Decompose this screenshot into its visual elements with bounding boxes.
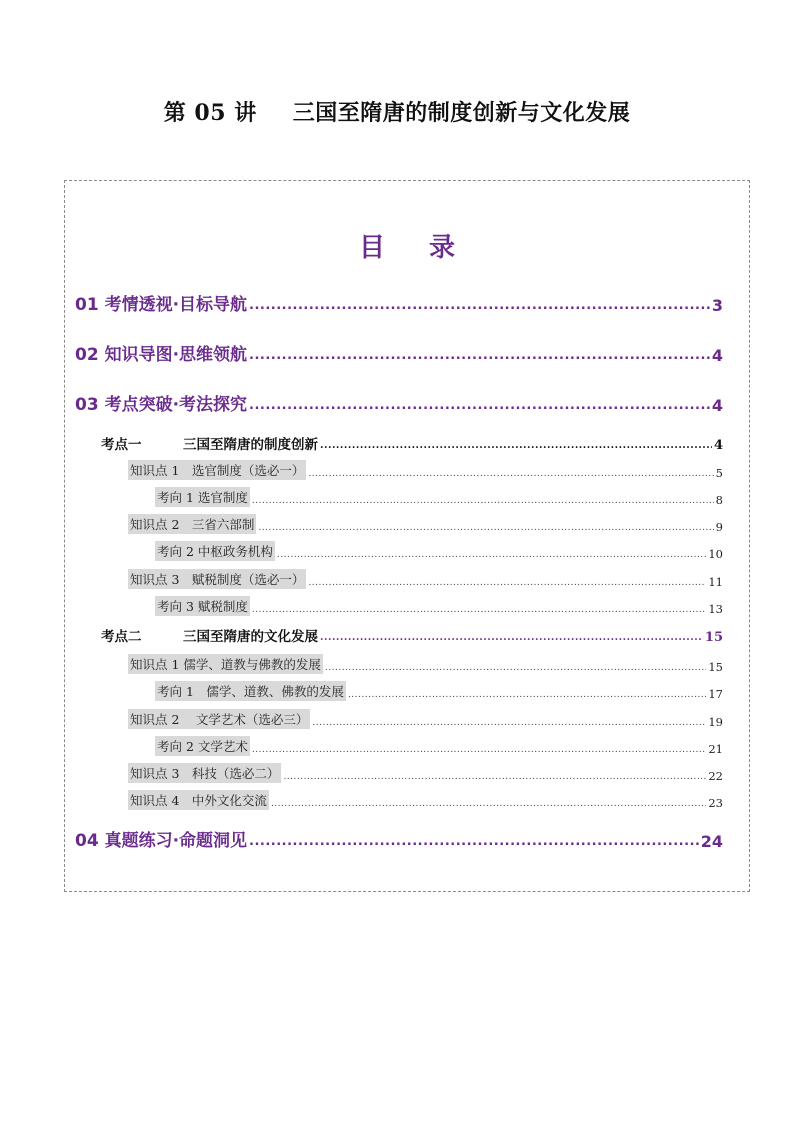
toc-entry-kaoxiang[interactable] xyxy=(155,543,723,561)
toc-section-label: 02 知识导图·思维领航 xyxy=(75,345,248,365)
toc-entry-zhishidian[interactable] xyxy=(128,711,723,729)
page-number: 4 xyxy=(713,438,723,453)
kaodian-tag: 考点二 xyxy=(101,629,142,645)
dot-leader xyxy=(249,833,699,851)
entry-label: 知识点 1 儒学、道教与佛教的发展 xyxy=(128,654,323,674)
page-number: 23 xyxy=(708,796,723,810)
entry-label: 知识点 2 三省六部制 xyxy=(128,514,256,534)
kaodian-title: 三国至隋唐的文化发展 xyxy=(183,629,318,645)
entry-label: 知识点 3 赋税制度（选必一） xyxy=(128,569,306,589)
page-number: 19 xyxy=(708,715,723,729)
kaodian-label xyxy=(101,625,318,645)
page-number: 5 xyxy=(715,466,723,480)
toc-entry-zhishidian[interactable] xyxy=(128,656,723,674)
toc-entry-zhishidian[interactable] xyxy=(128,765,723,783)
dot-leader xyxy=(252,604,706,616)
page-number: 9 xyxy=(715,520,723,534)
toc-entry-zhishidian[interactable] xyxy=(128,516,723,534)
dot-leader xyxy=(249,347,710,365)
toc-section-label: 01 考情透视·目标导航 xyxy=(75,295,248,315)
toc-entry-zhishidian[interactable] xyxy=(128,571,723,589)
entry-label: 考向 2 文学艺术 xyxy=(155,736,250,756)
toc-entry-kaoxiang[interactable] xyxy=(155,738,723,756)
entry-label: 考向 3 赋税制度 xyxy=(155,596,250,616)
table-of-contents xyxy=(64,180,750,892)
toc-entry-zhishidian[interactable] xyxy=(128,462,723,480)
toc-section-01[interactable] xyxy=(75,291,723,315)
dot-leader xyxy=(249,397,710,415)
toc-entry-kaoxiang[interactable] xyxy=(155,598,723,616)
page-number: 8 xyxy=(715,493,723,507)
page-number: 24 xyxy=(700,832,723,851)
page-number: 22 xyxy=(708,769,723,783)
dot-leader xyxy=(252,495,714,507)
dot-leader xyxy=(283,771,706,783)
lecture-number: 第 05 讲 xyxy=(163,100,257,126)
dot-leader xyxy=(252,744,706,756)
page-number: 4 xyxy=(711,396,723,415)
page-number: 10 xyxy=(708,547,723,561)
toc-kaodian-2[interactable] xyxy=(101,625,723,645)
page-number: 3 xyxy=(711,296,723,315)
page-number: 15 xyxy=(704,630,723,645)
toc-heading-char-2: 录 xyxy=(429,233,456,263)
entry-label: 知识点 2 文学艺术（选必三） xyxy=(128,709,310,729)
dot-leader xyxy=(325,662,706,674)
entry-label: 考向 1 儒学、道教、佛教的发展 xyxy=(155,681,346,701)
entry-label: 知识点 1 选官制度（选必一） xyxy=(128,460,306,480)
dot-leader xyxy=(308,468,713,480)
toc-section-label: 03 考点突破·考法探究 xyxy=(75,395,248,415)
entry-label: 考向 2 中枢政务机构 xyxy=(155,541,275,561)
page-number: 15 xyxy=(708,660,723,674)
dot-leader xyxy=(348,689,706,701)
kaodian-tag: 考点一 xyxy=(101,437,142,453)
toc-entry-zhishidian[interactable] xyxy=(128,792,723,810)
page-number: 13 xyxy=(708,602,723,616)
entry-label: 知识点 3 科技（选必二） xyxy=(128,763,281,783)
dot-leader xyxy=(249,297,710,315)
dot-leader xyxy=(258,522,713,534)
dot-leader xyxy=(308,577,706,589)
toc-heading xyxy=(65,227,749,264)
document-title xyxy=(0,96,794,127)
dot-leader xyxy=(320,439,712,453)
entry-label: 知识点 4 中外文化交流 xyxy=(128,790,269,810)
kaodian-label xyxy=(101,433,318,453)
toc-kaodian-1[interactable] xyxy=(101,433,723,453)
toc-entry-kaoxiang[interactable] xyxy=(155,683,723,701)
toc-section-03[interactable] xyxy=(75,391,723,415)
dot-leader xyxy=(277,549,706,561)
toc-section-04[interactable] xyxy=(75,827,723,851)
toc-entry-kaoxiang[interactable] xyxy=(155,489,723,507)
toc-section-label: 04 真题练习·命题洞见 xyxy=(75,831,248,851)
dot-leader xyxy=(271,798,706,810)
toc-heading-char-1: 目 xyxy=(358,233,385,263)
dot-leader xyxy=(320,631,703,645)
page-number: 4 xyxy=(711,346,723,365)
toc-section-02[interactable] xyxy=(75,341,723,365)
entry-label: 考向 1 选官制度 xyxy=(155,487,250,507)
page-number: 17 xyxy=(708,687,723,701)
page-number: 21 xyxy=(708,742,723,756)
kaodian-title: 三国至隋唐的制度创新 xyxy=(183,437,318,453)
dot-leader xyxy=(312,717,706,729)
lecture-topic: 三国至隋唐的制度创新与文化发展 xyxy=(292,100,631,126)
page-number: 11 xyxy=(708,575,723,589)
